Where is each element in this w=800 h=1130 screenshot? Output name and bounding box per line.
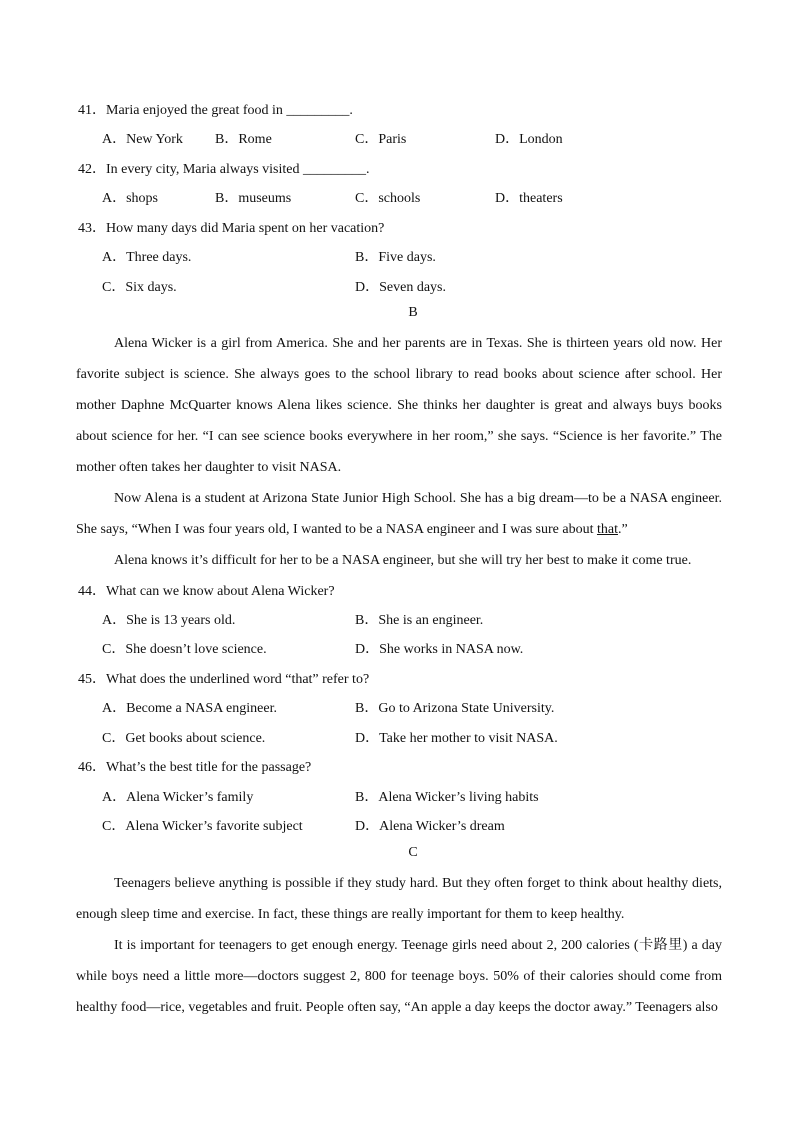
answer-blank: _________ [286,103,350,118]
question-41 [78,99,353,119]
q44-option-c[interactable]: C．She doesn’t love science. [102,642,267,657]
question-stem: Maria enjoyed the great food in [106,103,287,118]
q44-option-b[interactable]: B．She is an engineer. [355,613,484,628]
question-43 [78,217,384,237]
q42-option-b[interactable]: B．museums [215,191,292,206]
passage-b-paragraph-3: Alena knows it’s difficult for her to be a NASA engineer, but she will try her best to make it come true. [114,553,692,568]
question-stem: What’s the best title for the passage? [106,760,312,775]
question-number: 45． [78,672,106,687]
q41-option-b[interactable]: B．Rome [215,132,272,147]
paragraph-text-end: .” [617,522,628,537]
underlined-word: that [596,522,618,537]
question-stem: What does the underlined word “that” refer to? [106,672,370,687]
question-number: 42． [78,162,106,177]
q44-option-d[interactable]: D．She works in NASA now. [355,642,524,657]
passage-c-paragraph-1: Teenagers believe anything is possible if they study hard. But they often forget to think about healthy diets, enough sleep time and exercise. In fact, these things are really important for them to keep healthy. [76,876,722,922]
question-stem: In every city, Maria always visited [106,162,303,177]
question-number: 43． [78,221,106,236]
q44-option-a[interactable]: A．She is 13 years old. [102,613,236,628]
passage-b-paragraph-2 [76,483,722,545]
question-number: 44． [78,584,106,599]
q45-option-c[interactable]: C．Get books about science. [102,731,266,746]
q43-option-a[interactable]: A．Three days. [102,250,192,265]
passage-c-paragraph-2: It is important for teenagers to get enough energy. Teenage girls need about 2, 200 calories (卡路里) a day while boys need a little more—doctors suggest 2, 800 for teenage boys. 50% of their calories should come from healthy food—rice, vegetables and fruit. People often say, “An apple a day keeps the doctor away.” Teenagers also [76,938,722,1015]
passage-b-paragraph-1: Alena Wicker is a girl from America. She and her parents are in Texas. She is thirteen years old now. Her favorite subject is science. She always goes to the school library to read books about science after school. Her mother Daphne McQuarter knows Alena likes science. She thinks her daughter is great and always buys books about science for her. “I can see science books everywhere in her room,” she says. “Science is her favorite.” The mother often takes her daughter to visit NASA. [76,336,722,475]
q45-option-a[interactable]: A．Become a NASA engineer. [102,701,277,716]
q45-option-b[interactable]: B．Go to Arizona State University. [355,701,555,716]
question-46 [78,756,311,776]
section-b-heading: B [408,305,418,320]
q43-option-d[interactable]: D．Seven days. [355,280,446,295]
q41-option-c[interactable]: C．Paris [355,132,407,147]
q43-option-b[interactable]: B．Five days. [355,250,436,265]
q46-option-b[interactable]: B．Alena Wicker’s living habits [355,790,539,805]
question-stem: How many days did Maria spent on her vacation? [106,221,385,236]
q46-option-c[interactable]: C．Alena Wicker’s favorite subject [102,819,303,834]
paragraph-text: Now Alena is a student at Arizona State Junior High School. She has a big dream—to be a NASA engineer. She says, “When I was four years old, I wanted to be a NASA engineer and I was sure about [76,491,722,537]
q45-option-d[interactable]: D．Take her mother to visit NASA. [355,731,558,746]
q41-option-a[interactable]: A．New York [102,132,183,147]
question-stem-end: . [365,162,370,177]
question-number: 41． [78,103,106,118]
q46-option-a[interactable]: A．Alena Wicker’s family [102,790,254,805]
answer-blank: _________ [302,162,366,177]
question-42 [78,158,369,178]
q42-option-d[interactable]: D．theaters [495,191,563,206]
q42-option-c[interactable]: C．schools [355,191,421,206]
q41-option-d[interactable]: D．London [495,132,563,147]
q46-option-d[interactable]: D．Alena Wicker’s dream [355,819,505,834]
question-45 [78,668,369,688]
question-44 [78,580,335,600]
question-stem: What can we know about Alena Wicker? [106,584,335,599]
question-number: 46． [78,760,106,775]
q42-option-a[interactable]: A．shops [102,191,159,206]
q43-option-c[interactable]: C．Six days. [102,280,177,295]
section-c-heading: C [408,845,418,860]
question-stem-end: . [349,103,353,118]
